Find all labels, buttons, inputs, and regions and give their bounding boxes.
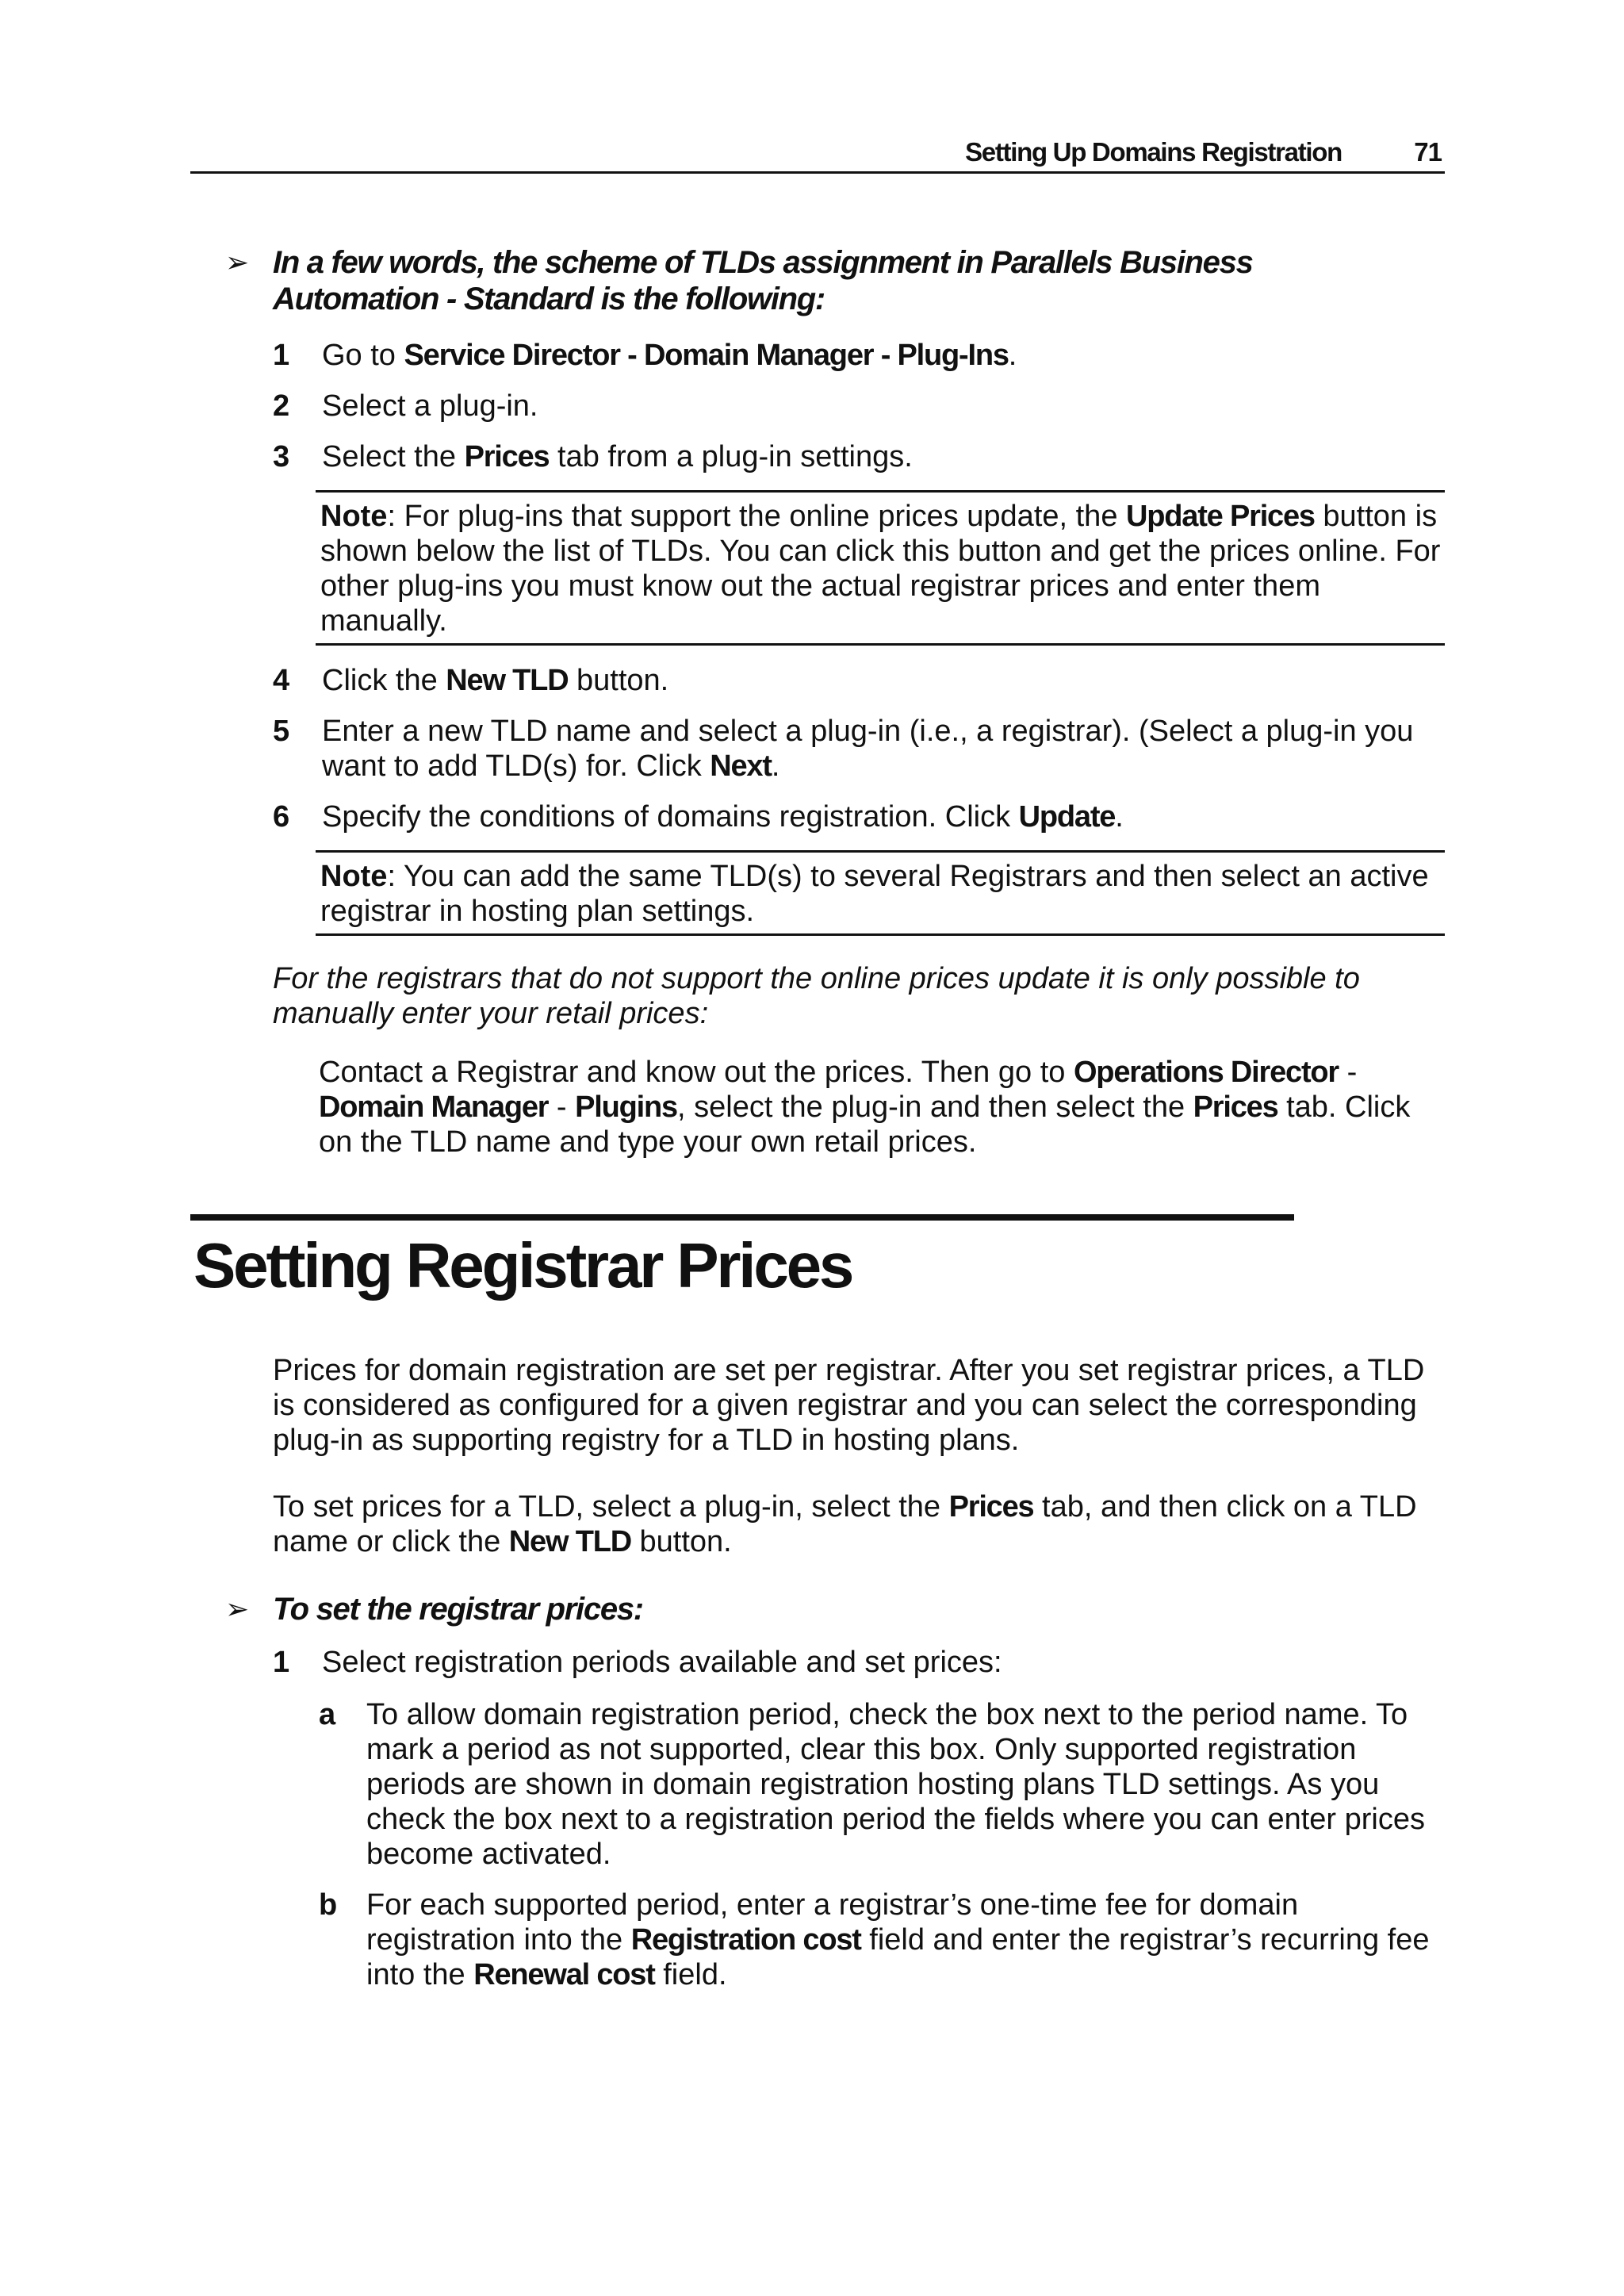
substep-text: To allow domain registration period, check the box next to the period name. To mark a period as not supported, clear this box. Only supported registration periods are shown in domain registration hosting plans TLD settings. As you check the box next to a registration period the fields where you can enter prices become activated. bbox=[366, 1698, 1425, 1871]
note-label: Note bbox=[320, 500, 388, 533]
substep-letter: a bbox=[319, 1698, 336, 1731]
step-text: Go to Service Director - Domain Manager - Plug-Ins. bbox=[322, 339, 1017, 372]
step-number: 5 bbox=[273, 715, 290, 748]
procedure-title-text: To set the registrar prices: bbox=[273, 1592, 643, 1627]
ui-label: Prices bbox=[1193, 1091, 1278, 1124]
header-title: Setting Up Domains Registration bbox=[965, 137, 1342, 167]
step-text: Select registration periods available and set prices: bbox=[322, 1646, 1002, 1679]
step-text: Select a plug-in. bbox=[322, 389, 538, 423]
section-rule bbox=[190, 1214, 1294, 1221]
step-text: Click the New TLD button. bbox=[322, 664, 669, 697]
ui-label: Plugins bbox=[575, 1091, 677, 1124]
section-title: Setting Registrar Prices bbox=[193, 1230, 852, 1301]
manual-paragraph: Contact a Registrar and know out the prices. Then go to Operations Director - Domain Manager - Plugins, select the plug-in and then select the Prices tab. Click on the TLD name and type your own retail prices. bbox=[319, 1056, 1411, 1159]
ui-path-label: Service Director - Domain Manager - Plug-Ins bbox=[404, 339, 1009, 372]
section-paragraph-1: Prices for domain registration are set per registrar. After you set registrar prices, a TLD is considered as configured for a given registrar and you can select the corresponding plug-in as supporting registry for a TLD in hosting plans. bbox=[273, 1354, 1425, 1457]
step-number: 1 bbox=[273, 1646, 290, 1679]
running-header bbox=[190, 133, 1445, 174]
note-box: Note: You can add the same TLD(s) to several Registrars and then select an active registrar in hosting plan settings. bbox=[316, 850, 1445, 936]
step-number: 2 bbox=[273, 389, 290, 423]
step-text: Select the Prices tab from a plug-in settings. bbox=[322, 440, 913, 473]
arrow-bullet-icon: ➢ bbox=[225, 246, 248, 278]
procedure-title-text: In a few words, the scheme of TLDs assignment in Parallels Business Automation - Standard is the following: bbox=[273, 245, 1253, 316]
ui-label: Next bbox=[710, 749, 772, 783]
step-number: 3 bbox=[273, 440, 290, 473]
step-number: 4 bbox=[273, 664, 290, 697]
arrow-bullet-icon: ➢ bbox=[225, 1593, 248, 1625]
ui-label: Update Prices bbox=[1126, 500, 1315, 533]
ui-label: Prices bbox=[464, 440, 550, 473]
ui-label: Registration cost bbox=[630, 1923, 861, 1957]
page-number: 71 bbox=[1414, 137, 1442, 167]
note-label: Note bbox=[320, 860, 388, 893]
ui-label: Update bbox=[1018, 800, 1116, 834]
substep-text: For each supported period, enter a registrar’s one-time fee for domain registration into the Registration cost field and enter the registrar’s recurring fee into the Renewal cost field. bbox=[366, 1888, 1430, 1991]
section-paragraph-2: To set prices for a TLD, select a plug-in, select the Prices tab, and then click on a TLD name or click the New TLD button. bbox=[273, 1490, 1417, 1558]
step-number: 1 bbox=[273, 339, 290, 372]
step-text: Enter a new TLD name and select a plug-in (i.e., a registrar). (Select a plug-in you want to add TLD(s) for. Click Next. bbox=[322, 715, 1414, 783]
step-text: Specify the conditions of domains registration. Click Update. bbox=[322, 800, 1124, 834]
ui-label: New TLD bbox=[446, 664, 569, 697]
ui-label: Renewal cost bbox=[473, 1958, 655, 1991]
note-box: Note: For plug-ins that support the online prices update, the Update Prices button is shown below the list of TLDs. You can click this button and get the prices online. For other plug-ins you must know out the actual registrar prices and enter them manually. bbox=[316, 490, 1445, 646]
ui-label: Prices bbox=[948, 1490, 1034, 1524]
manual-intro: For the registrars that do not support the online prices update it is only possible to manually enter your retail prices: bbox=[273, 962, 1360, 1030]
ui-label: Domain Manager bbox=[319, 1091, 549, 1124]
step-number: 6 bbox=[273, 800, 290, 834]
ui-label: Operations Director bbox=[1073, 1056, 1339, 1089]
ui-label: New TLD bbox=[508, 1525, 631, 1558]
procedure-title bbox=[225, 1591, 1415, 1627]
procedure-title bbox=[225, 244, 1415, 317]
substep-letter: b bbox=[319, 1888, 338, 1922]
